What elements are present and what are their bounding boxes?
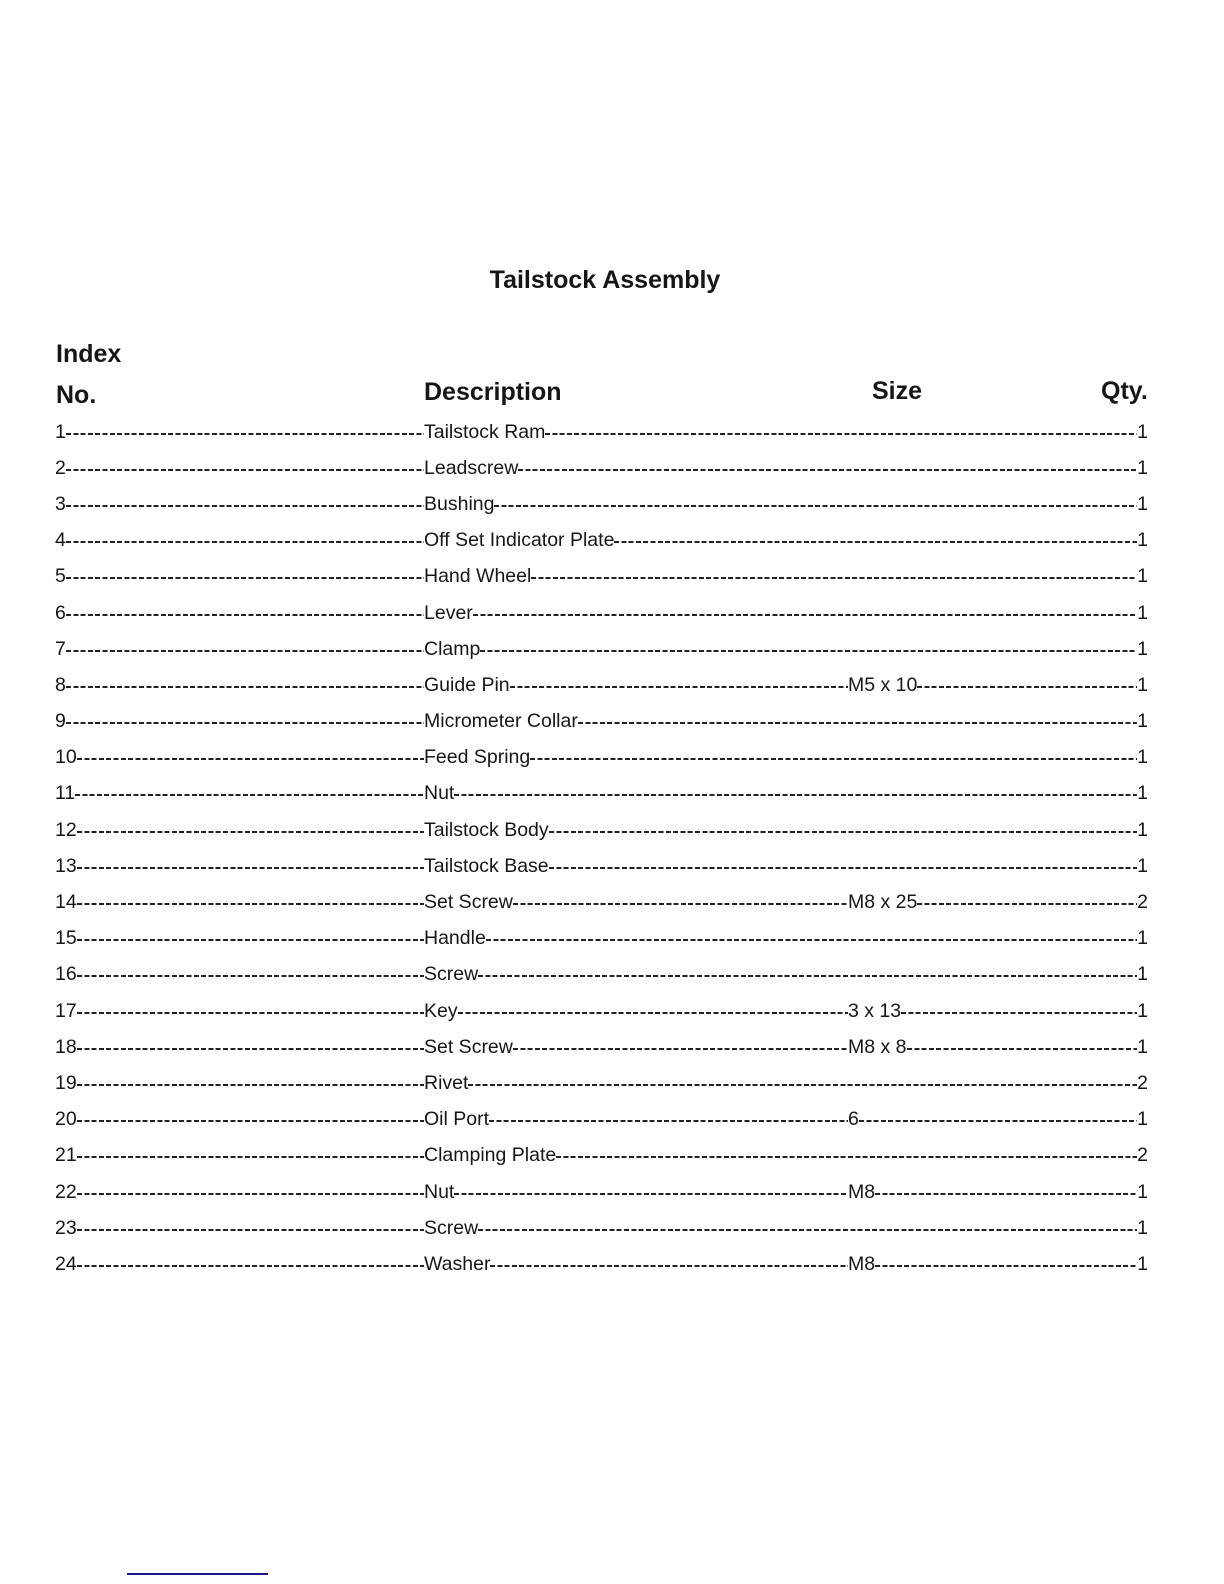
table-row bbox=[55, 559, 1148, 595]
leader-dots bbox=[66, 722, 424, 724]
leader-dots bbox=[77, 1048, 424, 1050]
leader-dots bbox=[614, 541, 1137, 543]
qty: 1 bbox=[1137, 673, 1148, 696]
qty: 1 bbox=[1137, 782, 1148, 805]
description: Clamping Plate bbox=[424, 1144, 557, 1167]
size: M8 bbox=[848, 1180, 876, 1203]
qty: 1 bbox=[1137, 927, 1148, 950]
index-no: 17 bbox=[55, 999, 77, 1022]
index-no: 7 bbox=[55, 637, 66, 660]
index-no: 22 bbox=[55, 1180, 77, 1203]
table-row bbox=[55, 595, 1148, 631]
description: Off Set Indicator Plate bbox=[424, 529, 615, 552]
leader-dots bbox=[77, 1156, 424, 1158]
table-row bbox=[55, 1138, 1148, 1174]
leader-dots bbox=[578, 722, 1137, 724]
leader-dots bbox=[486, 939, 1137, 941]
description: Guide Pin bbox=[424, 673, 510, 696]
leader-dots bbox=[917, 903, 1137, 905]
leader-dots bbox=[473, 614, 1137, 616]
parts-list bbox=[55, 414, 1148, 1283]
leader-dots bbox=[77, 1193, 424, 1195]
index-no: 9 bbox=[55, 710, 66, 733]
qty: 1 bbox=[1137, 601, 1148, 624]
description: Handle bbox=[424, 927, 486, 950]
leader-dots bbox=[549, 831, 1138, 833]
table-row bbox=[55, 848, 1148, 884]
leader-dots bbox=[917, 686, 1137, 688]
description: Nut bbox=[424, 782, 455, 805]
leader-dots bbox=[66, 505, 424, 507]
leader-dots bbox=[66, 433, 424, 435]
leader-dots bbox=[454, 1193, 848, 1195]
table-row bbox=[55, 776, 1148, 812]
qty: 1 bbox=[1137, 710, 1148, 733]
index-no: 19 bbox=[55, 1071, 77, 1094]
leader-dots bbox=[77, 975, 424, 977]
description: Leadscrew bbox=[424, 456, 519, 479]
leader-dots bbox=[66, 614, 424, 616]
table-row bbox=[55, 1102, 1148, 1138]
header-size: Size bbox=[872, 377, 923, 405]
leader-dots bbox=[480, 650, 1137, 652]
header-description: Description bbox=[424, 378, 562, 406]
qty: 1 bbox=[1137, 1108, 1148, 1131]
qty: 1 bbox=[1137, 492, 1148, 515]
description: Set Screw bbox=[424, 891, 513, 914]
qty: 1 bbox=[1137, 854, 1148, 877]
qty: 1 bbox=[1137, 963, 1148, 986]
index-no: 21 bbox=[55, 1144, 77, 1167]
index-no: 18 bbox=[55, 1035, 77, 1058]
table-row bbox=[55, 450, 1148, 486]
leader-dots bbox=[907, 1048, 1138, 1050]
qty: 2 bbox=[1137, 1144, 1148, 1167]
description: Key bbox=[424, 999, 458, 1022]
description: Screw bbox=[424, 1216, 479, 1239]
leader-dots bbox=[513, 903, 848, 905]
leader-dots bbox=[77, 1265, 424, 1267]
index-no: 16 bbox=[55, 963, 77, 986]
index-no: 8 bbox=[55, 673, 66, 696]
leader-dots bbox=[489, 1120, 848, 1122]
index-no: 12 bbox=[55, 818, 77, 841]
leader-dots bbox=[478, 1229, 1137, 1231]
leader-dots bbox=[549, 867, 1138, 869]
table-row bbox=[55, 921, 1148, 957]
index-no: 24 bbox=[55, 1252, 77, 1275]
description: Tailstock Body bbox=[424, 818, 549, 841]
description: Nut bbox=[424, 1180, 455, 1203]
description: Screw bbox=[424, 963, 479, 986]
table-row bbox=[55, 884, 1148, 920]
leader-dots bbox=[77, 939, 424, 941]
description: Bushing bbox=[424, 492, 495, 515]
leader-dots bbox=[859, 1120, 1137, 1122]
size: M8 bbox=[848, 1252, 876, 1275]
leader-dots bbox=[77, 903, 424, 905]
index-no: 20 bbox=[55, 1108, 77, 1131]
description: Rivet bbox=[424, 1071, 469, 1094]
qty: 1 bbox=[1137, 1216, 1148, 1239]
leader-dots bbox=[901, 1012, 1137, 1014]
qty: 1 bbox=[1137, 529, 1148, 552]
page-title: Tailstock Assembly bbox=[489, 266, 721, 294]
table-row bbox=[55, 1029, 1148, 1065]
description: Set Screw bbox=[424, 1035, 513, 1058]
leader-dots bbox=[513, 1048, 848, 1050]
index-no: 13 bbox=[55, 854, 77, 877]
leader-dots bbox=[518, 469, 1137, 471]
index-no: 11 bbox=[55, 782, 76, 805]
leader-dots bbox=[77, 1229, 424, 1231]
leader-dots bbox=[530, 758, 1137, 760]
leader-dots bbox=[490, 1265, 848, 1267]
table-row bbox=[55, 414, 1148, 450]
leader-dots bbox=[875, 1193, 1137, 1195]
description: Micrometer Collar bbox=[424, 710, 578, 733]
leader-dots bbox=[545, 433, 1137, 435]
table-row bbox=[55, 1174, 1148, 1210]
description: Tailstock Base bbox=[424, 854, 549, 877]
description: Feed Spring bbox=[424, 746, 531, 769]
table-row bbox=[55, 631, 1148, 667]
size: 3 x 13 bbox=[848, 999, 902, 1022]
leader-dots bbox=[66, 686, 424, 688]
qty: 1 bbox=[1137, 565, 1148, 588]
table-row bbox=[55, 1065, 1148, 1101]
index-no: 14 bbox=[55, 891, 77, 914]
leader-dots bbox=[468, 1084, 1137, 1086]
leader-dots bbox=[77, 758, 424, 760]
size: 6 bbox=[848, 1108, 859, 1131]
leader-dots bbox=[458, 1012, 848, 1014]
leader-dots bbox=[66, 469, 424, 471]
qty: 1 bbox=[1137, 746, 1148, 769]
description: Hand Wheel bbox=[424, 565, 532, 588]
leader-dots bbox=[66, 650, 424, 652]
qty: 2 bbox=[1137, 1071, 1148, 1094]
leader-dots bbox=[75, 794, 424, 796]
qty: 1 bbox=[1137, 420, 1148, 443]
qty: 1 bbox=[1137, 1252, 1148, 1275]
header-index: Index bbox=[56, 340, 122, 368]
table-row bbox=[55, 993, 1148, 1029]
leader-dots bbox=[478, 975, 1137, 977]
index-no: 3 bbox=[55, 492, 66, 515]
index-no: 10 bbox=[55, 746, 77, 769]
table-row bbox=[55, 523, 1148, 559]
table-row bbox=[55, 957, 1148, 993]
description: Clamp bbox=[424, 637, 481, 660]
leader-dots bbox=[66, 541, 424, 543]
index-no: 2 bbox=[55, 456, 66, 479]
leader-dots bbox=[531, 577, 1137, 579]
qty: 1 bbox=[1137, 637, 1148, 660]
description: Oil Port bbox=[424, 1108, 490, 1131]
header-qty: Qty. bbox=[1101, 377, 1148, 405]
table-row bbox=[55, 740, 1148, 776]
leader-dots bbox=[875, 1265, 1137, 1267]
table-row bbox=[55, 1246, 1148, 1282]
leader-dots bbox=[77, 1120, 424, 1122]
description: Tailstock Ram bbox=[424, 420, 546, 443]
qty: 1 bbox=[1137, 818, 1148, 841]
index-no: 15 bbox=[55, 927, 77, 950]
table-row bbox=[55, 812, 1148, 848]
qty: 1 bbox=[1137, 1035, 1148, 1058]
table-row bbox=[55, 667, 1148, 703]
leader-dots bbox=[556, 1156, 1137, 1158]
qty: 1 bbox=[1137, 456, 1148, 479]
leader-dots bbox=[77, 831, 424, 833]
qty: 2 bbox=[1137, 891, 1148, 914]
leader-dots bbox=[510, 686, 848, 688]
description: Washer bbox=[424, 1252, 491, 1275]
description: Lever bbox=[424, 601, 473, 624]
size: M8 x 25 bbox=[848, 891, 918, 914]
leader-dots bbox=[494, 505, 1137, 507]
size: M5 x 10 bbox=[848, 673, 918, 696]
leader-dots bbox=[77, 1084, 424, 1086]
leader-dots bbox=[454, 794, 1137, 796]
table-row bbox=[55, 704, 1148, 740]
size: M8 x 8 bbox=[848, 1035, 907, 1058]
index-no: 23 bbox=[55, 1216, 77, 1239]
leader-dots bbox=[77, 867, 424, 869]
table-row bbox=[55, 486, 1148, 522]
index-no: 4 bbox=[55, 529, 66, 552]
index-no: 5 bbox=[55, 565, 66, 588]
index-no: 1 bbox=[55, 420, 66, 443]
qty: 1 bbox=[1137, 1180, 1148, 1203]
leader-dots bbox=[66, 577, 424, 579]
qty: 1 bbox=[1137, 999, 1148, 1022]
leader-dots bbox=[77, 1012, 424, 1014]
header-no: No. bbox=[56, 381, 97, 409]
footer-rule bbox=[127, 1573, 268, 1575]
index-no: 6 bbox=[55, 601, 66, 624]
table-row bbox=[55, 1210, 1148, 1246]
